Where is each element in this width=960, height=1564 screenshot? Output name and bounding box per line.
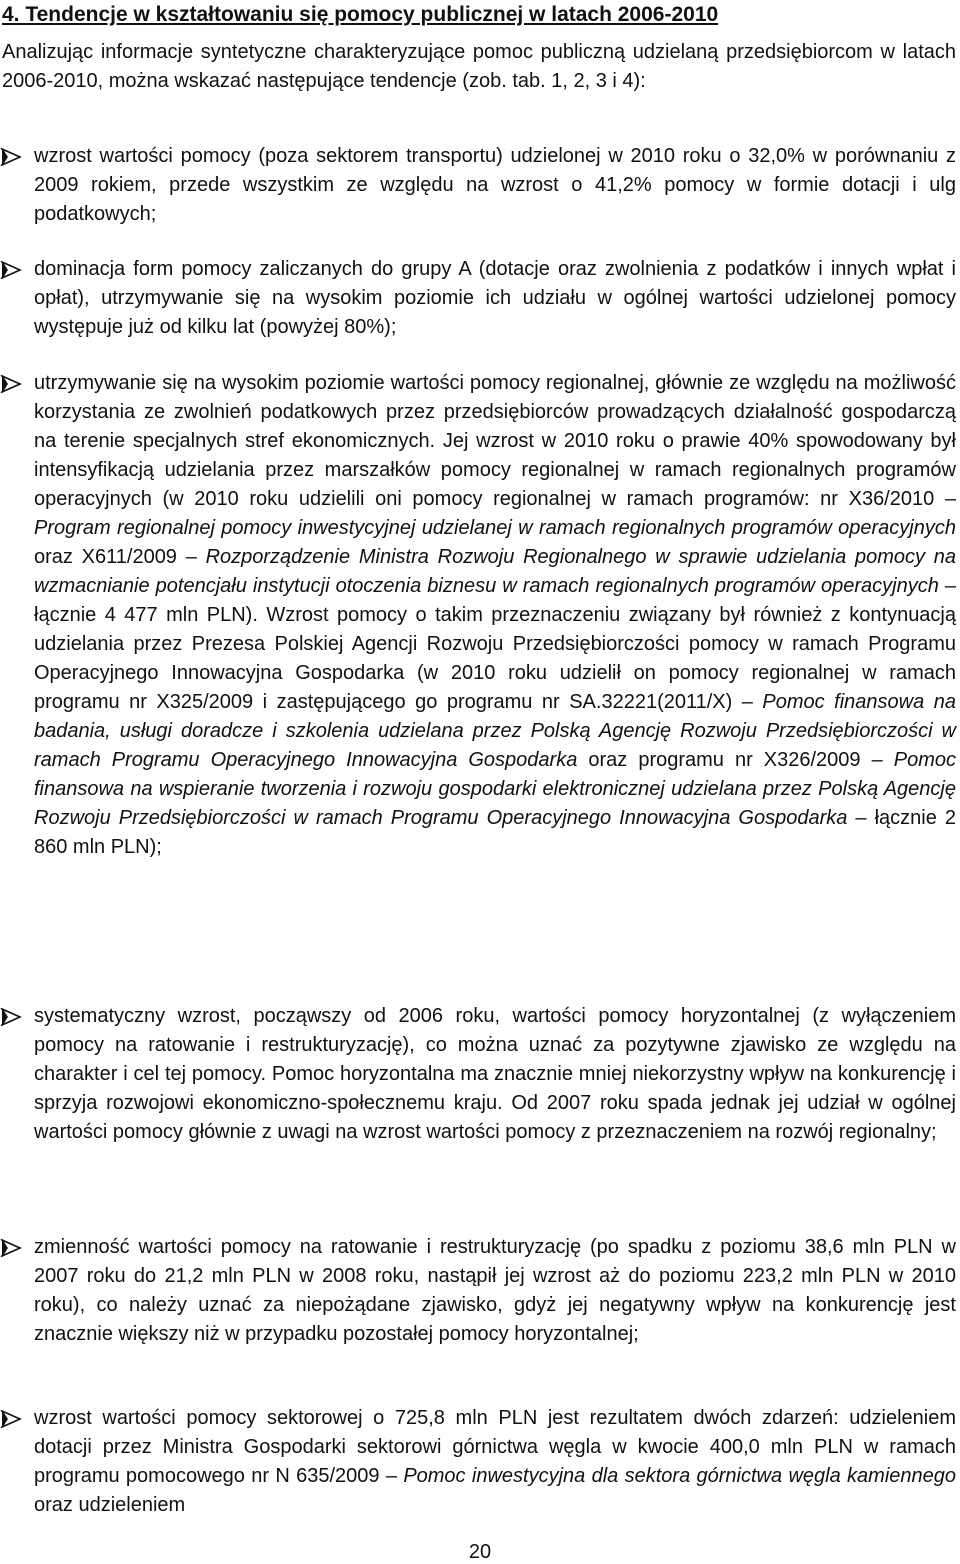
text-run: oraz udzieleniem — [34, 1494, 186, 1516]
text-run: utrzymywanie się na wysokim poziomie wartości pomocy regionalnej, głównie ze względu na możliwość korzystania ze zwolnień podatkowych przez przedsiębiorców prowadzących działalność gospodarczą na terenie specjalnych stref ekonomicznych. Jej wzrost w 2010 roku o prawie 40% spowodowany był intensyfikacją udzielania przez marszałków pomocy regionalnej w ramach regionalnych programów operacyjnych (w 2010 roku udzielili oni pomocy regionalnej w ramach programów: nr X36/2010 – — [34, 372, 956, 510]
text-run: zmienność wartości pomocy na ratowanie i restrukturyzację (po spadku z poziomu 38,6 mln PLN w 2007 roku do 21,2 mln PLN w 2008 roku, nastąpił jej wzrost aż do poziomu 223,2 mln PLN w 2010 roku), co należy uznać za niepożądane zjawisko, gdyż jej negatywny wpływ na konkurencję jest znacznie większy niż w przypadku pozostałej pomocy horyzontalnej; — [34, 1236, 956, 1345]
text-run: wzrost wartości pomocy sektorowej o 725,8 mln PLN jest rezultatem dwóch zdarzeń: udzieleniem dotacji przez Ministra Gospodarki sektorowi górnictwa węgla w kwocie 400,0 mln PLN w ramach programu pomocowego nr N 635/2009 – — [34, 1407, 956, 1487]
italic-text-run: Pomoc finansowa na badania, usługi doradcze i szkolenia udzielana przez Polską Agencję Rozwoju Przedsiębiorczości w ramach Programu Operacyjnego Innowacyjna Gospodarka — [34, 691, 956, 771]
text-run: wzrost wartości pomocy (poza sektorem transportu) udzielonej w 2010 roku o 32,0% w porównaniu z 2009 rokiem, przede wszystkim ze względu na wzrost o 41,2% pomocy w formie dotacji i ulg podatkowych; — [34, 145, 956, 225]
page-number: 20 — [468, 1541, 492, 1563]
text-run: oraz programu nr X326/2009 – — [577, 749, 894, 771]
text-run: systematyczny wzrost, począwszy od 2006 roku, wartości pomocy horyzontalnej (z wyłączeniem pomocy na ratowanie i restrukturyzację), co można uznać za pozytywne zjawisko ze względu na charakter i cel tej pomocy. Pomoc horyzontalna ma znacznie mniej niekorzystny wpływ na konkurencję i sprzyja rozwojowi ekonomiczno-społecznemu kraju. Od 2007 roku spada jednak jej udział w ogólnej wartości pomocy głównie z uwagi na wzrost wartości pomocy z przeznaczeniem na rozwój regionalny; — [34, 1005, 956, 1143]
italic-text-run: Pomoc inwestycyjna dla sektora górnictwa węgla kamiennego — [403, 1465, 957, 1487]
text-run: – łącznie 2 860 mln PLN); — [34, 807, 956, 858]
section-heading: 4. Tendencje w kształtowaniu się pomocy publicznej w latach 2006-2010 — [2, 3, 719, 26]
arrowhead-bullet-icon — [0, 148, 22, 166]
italic-text-run: Pomoc finansowa na wspieranie tworzenia i rozwoju gospodarki elektronicznej udzielana przez Polską Agencję Rozwoju Przedsiębiorczości w ramach Programu Operacyjnego Innowacyjna Gospodarka — [34, 749, 956, 829]
arrowhead-bullet-icon — [0, 1008, 22, 1026]
intro-paragraph: Analizując informacje syntetyczne charakteryzujące pomoc publiczną udzielaną przedsiębiorcom w latach 2006-2010, można wskazać następujące tendencje (zob. tab. 1, 2, 3 i 4): — [2, 41, 956, 92]
list-item-text — [34, 1404, 956, 1520]
list-item-text — [34, 255, 956, 342]
arrowhead-bullet-icon — [0, 1239, 22, 1257]
text-run: – łącznie 4 477 mln PLN). Wzrost pomocy o takim przeznaczeniu związany był również z kontynuacją udzielania przez Prezesa Polskiej Agencji Rozwoju Przedsiębiorczości pomocy w ramach Programu Operacyjnego Innowacyjna Gospodarka (w 2010 roku udzielił on pomocy regionalnej w ramach programu nr X325/2009 i zastępującego go programu nr SA.32221(2011/X) – — [34, 575, 956, 713]
text-run: oraz X611/2009 – — [34, 546, 206, 568]
arrowhead-bullet-icon — [0, 375, 22, 393]
arrowhead-bullet-icon — [0, 1410, 22, 1428]
arrowhead-bullet-icon — [0, 261, 22, 279]
italic-text-run: Program regionalnej pomocy inwestycyjnej udzielanej w ramach regionalnych programów operacyjnych — [34, 517, 956, 539]
list-item-text — [34, 369, 956, 862]
list-item-text — [34, 1002, 956, 1147]
list-item-text — [34, 142, 956, 229]
text-run: dominacja form pomocy zaliczanych do grupy A (dotacje oraz zwolnienia z podatków i innych wpłat i opłat), utrzymywanie się na wysokim poziomie ich udziału w ogólnej wartości udzielonej pomocy występuje już od kilku lat (powyżej 80%); — [34, 258, 956, 338]
list-item-text — [34, 1233, 956, 1349]
italic-text-run: Rozporządzenie Ministra Rozwoju Regionalnego w sprawie udzielania pomocy na wzmacnianie potencjału instytucji otoczenia biznesu w ramach regionalnych programów operacyjnych — [34, 546, 956, 597]
